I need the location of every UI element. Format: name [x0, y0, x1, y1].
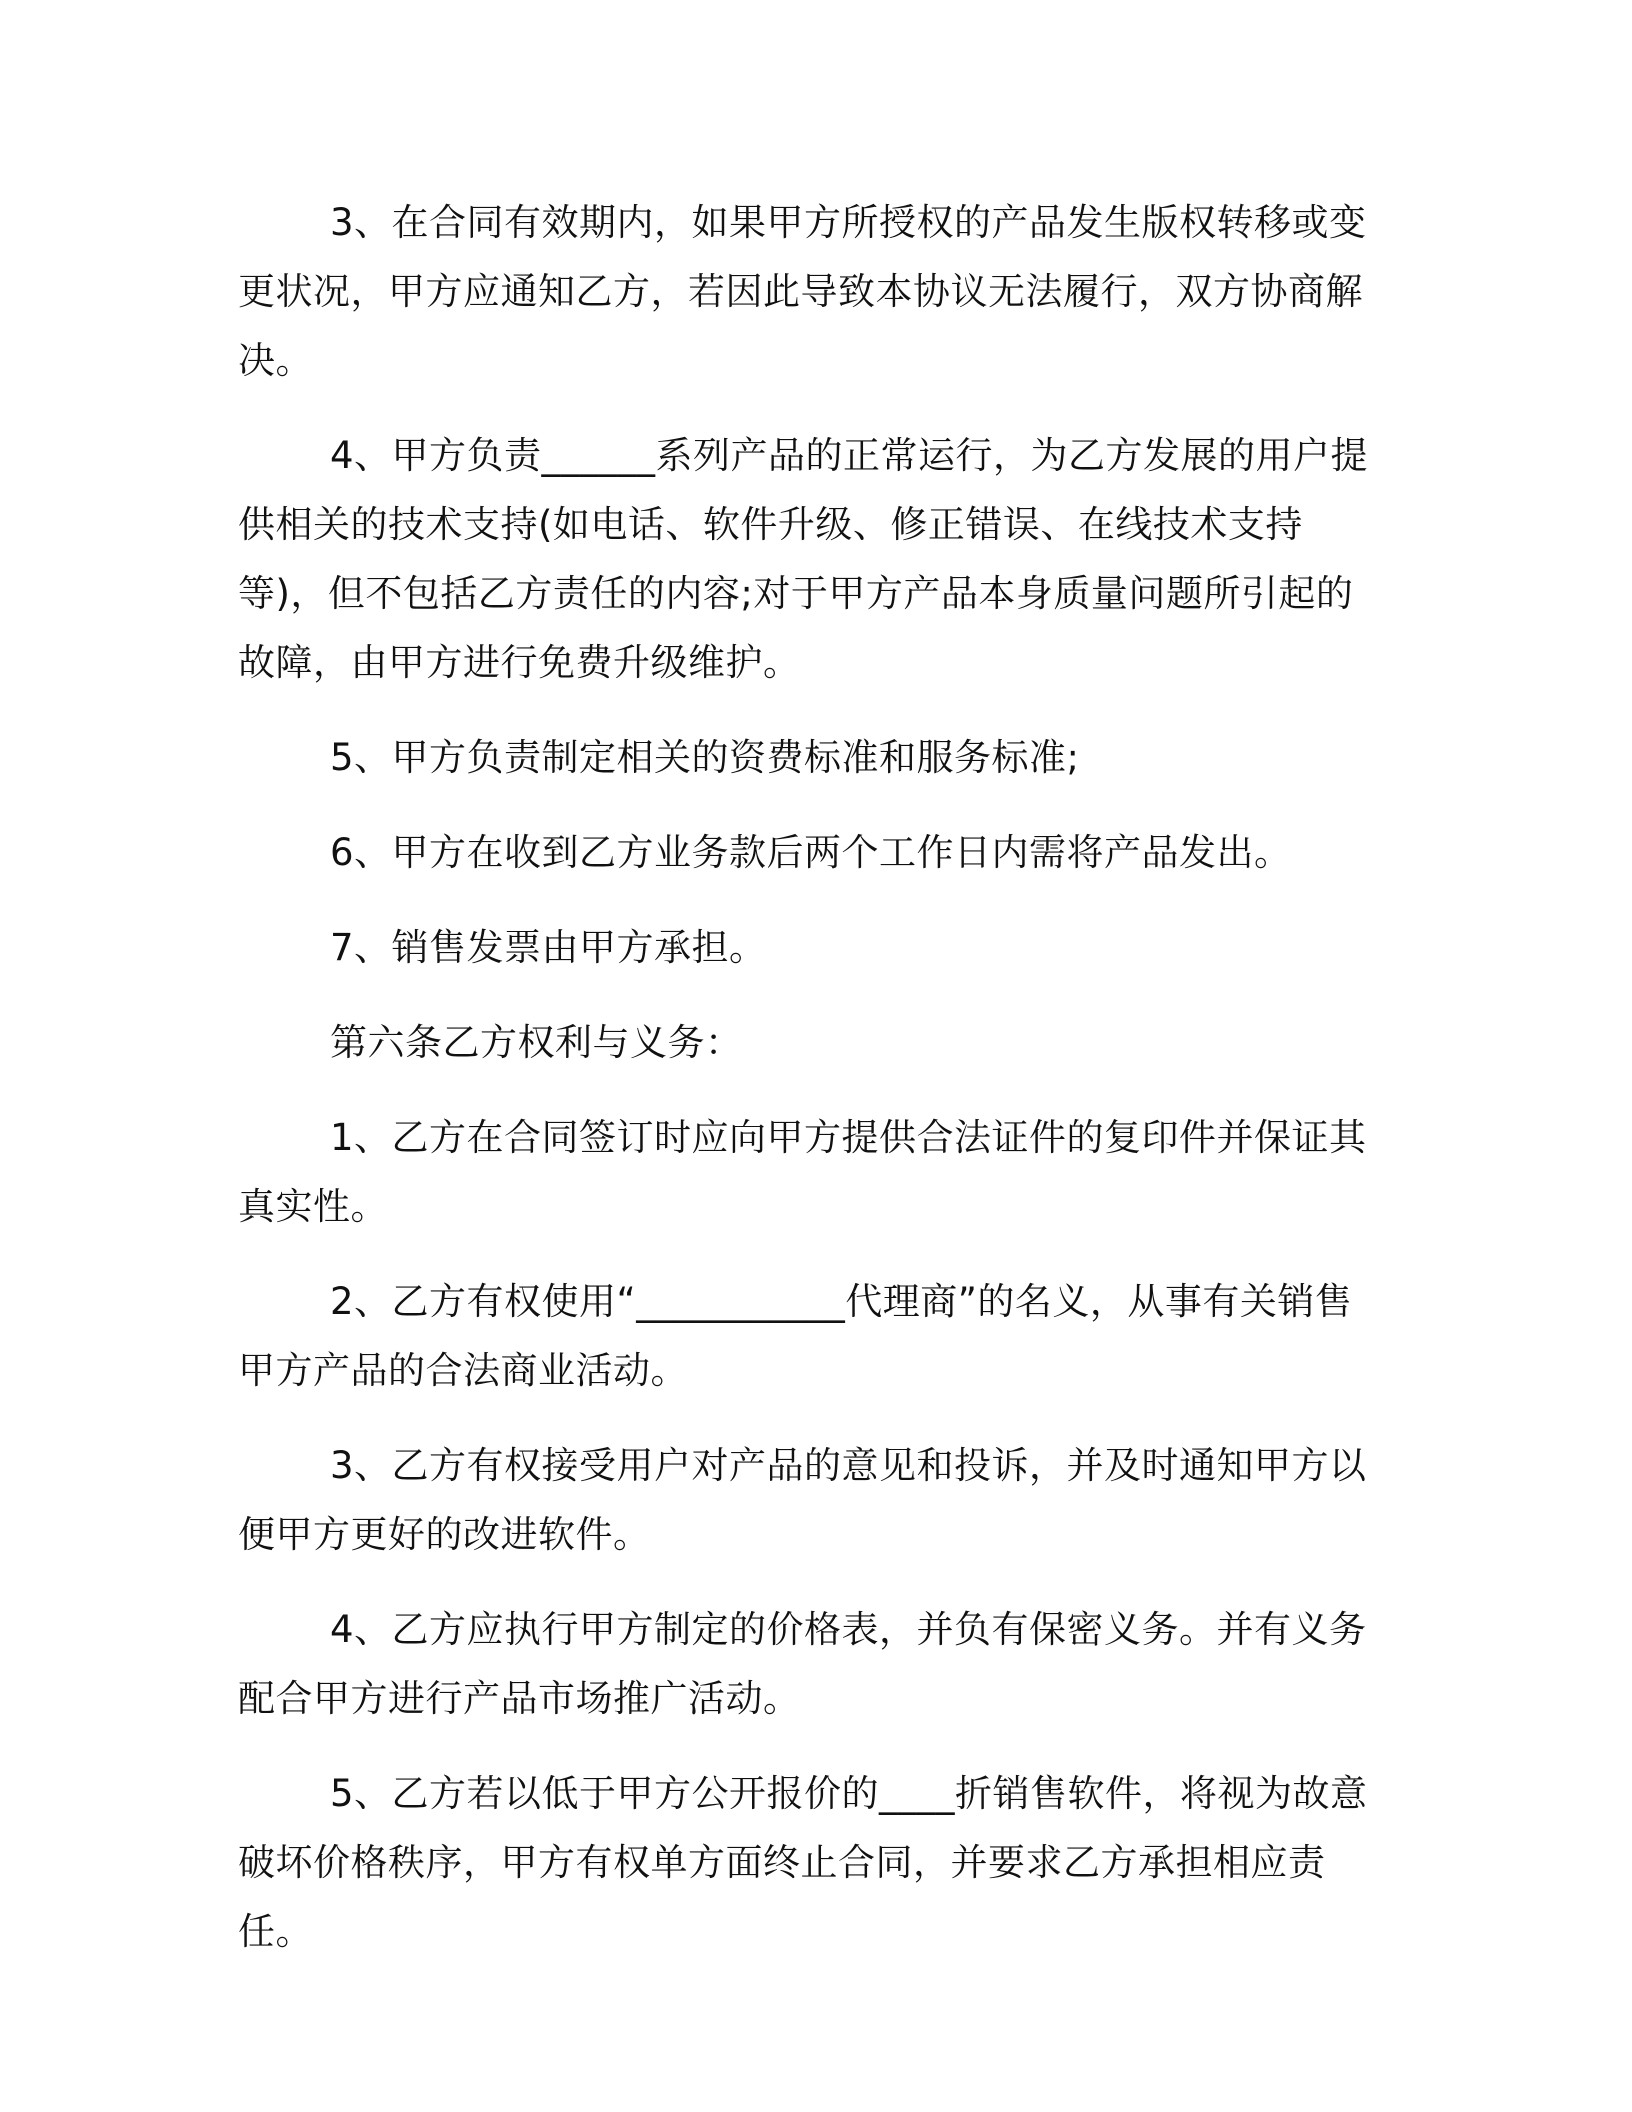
clause-6-item-4: 4、乙方应执行甲方制定的价格表，并负有保密义务。并有义务配合甲方进行产品市场推广活动。	[238, 1608, 1367, 1720]
clause-6-item-2: 2、乙方有权使用“___________代理商”的名义，从事有关销售甲方产品的合法商业活动。	[238, 1280, 1353, 1392]
clause-5-item-6: 6、甲方在收到乙方业务款后两个工作日内需将产品发出。	[330, 831, 1292, 874]
clause-6-item-5: 5、乙方若以低于甲方公开报价的____折销售软件，将视为故意破坏价格秩序，甲方有权单方面终止合同，并要求乙方承担相应责任。	[238, 1772, 1368, 1953]
clause-6-item-3: 3、乙方有权接受用户对产品的意见和投诉，并及时通知甲方以便甲方更好的改进软件。	[238, 1444, 1367, 1556]
section-heading-article-6: 第六条乙方权利与义务：	[330, 1021, 743, 1064]
clause-5-item-3: 3、在合同有效期内，如果甲方所授权的产品发生版权转移或变更状况，甲方应通知乙方，若因此导致本协议无法履行，双方协商解决。	[238, 201, 1367, 382]
clause-5-item-5: 5、甲方负责制定相关的资费标准和服务标准;	[330, 736, 1080, 779]
clause-5-item-7: 7、销售发票由甲方承担。	[330, 926, 767, 969]
clause-6-item-1: 1、乙方在合同签订时应向甲方提供合法证件的复印件并保证其真实性。	[238, 1116, 1367, 1228]
clause-5-item-4: 4、甲方负责______系列产品的正常运行，为乙方发展的用户提供相关的技术支持(如电话、软件升级、修正错误、在线技术支持等)，但不包括乙方责任的内容;对于甲方产品本身质量问题所引起的故障，由甲方进行免费升级维护。	[238, 434, 1369, 684]
document-body	[238, 188, 1388, 1992]
